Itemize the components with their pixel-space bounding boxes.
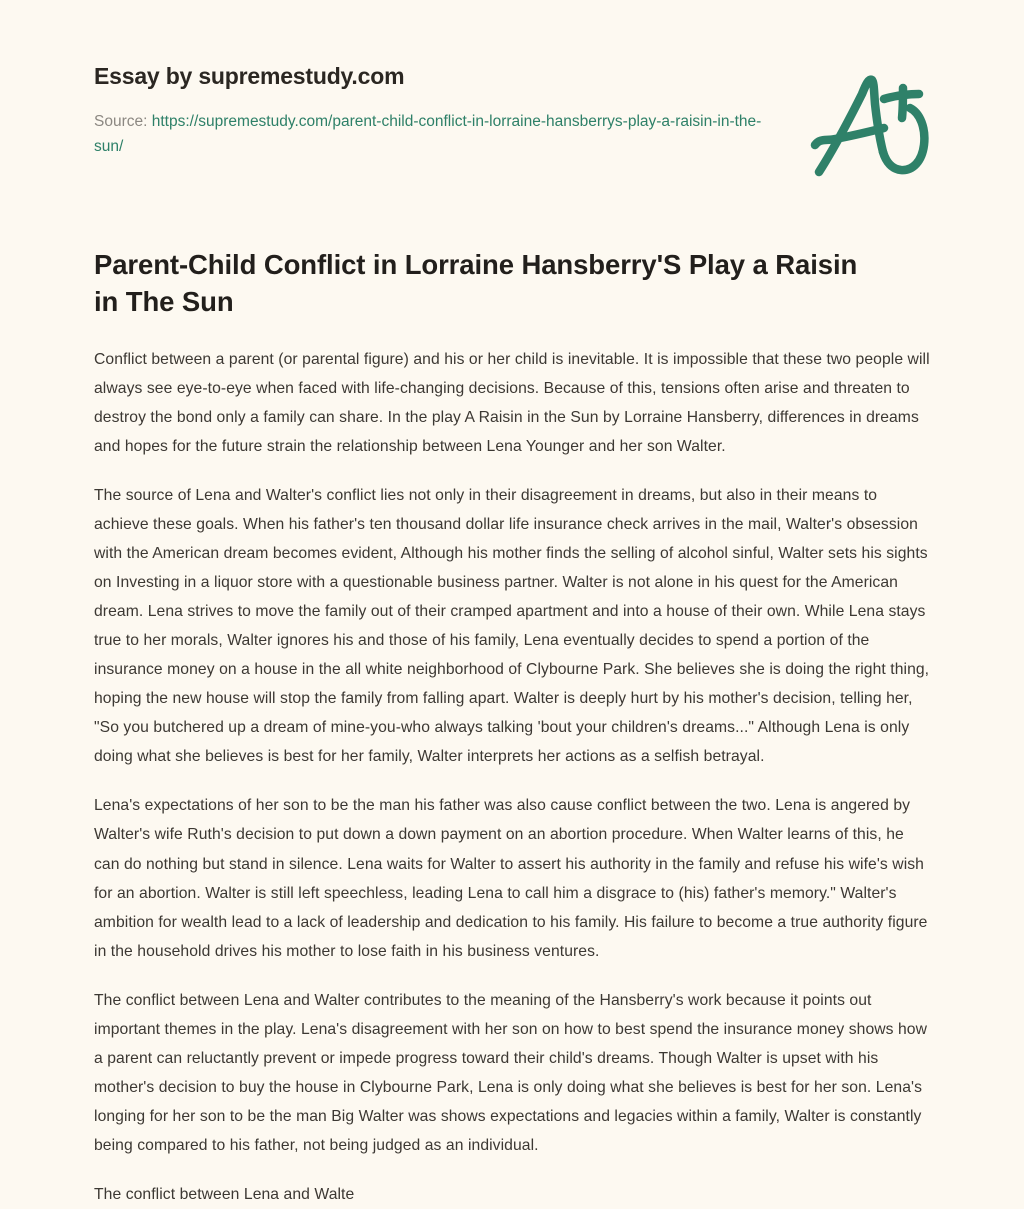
- source-line: [94, 109, 774, 160]
- document-header: [0, 0, 1024, 200]
- article-paragraph-truncated: The conflict between Lena and Walte: [94, 1186, 355, 1203]
- article-paragraph: The conflict between Lena and Walter contributes to the meaning of the Hansberry's work because it points out important themes in the play. Lena's disagreement with her son on how to best spend the insurance money shows how a parent can reluctantly prevent or impede progress toward their child's dreams. Though Walter is upset with his mother's decision to buy the house in Clybourne Park, Lena is only doing what she believes is best for her son. Lena's longing for her son to be the man Big Walter was shows expectations and legacies within a family, Walter is constantly being compared to his father, not being judged as an individual.: [94, 991, 928, 1154]
- article-paragraph: Conflict between a parent (or parental figure) and his or her child is inevitable. It is impossible that these two people will always see eye-to-eye when faced with life-changing decisions. Because of this, tensions often arise and threaten to destroy the bond only a family can share. In the play A Raisin in the Sun by Lorraine Hansberry, differences in dreams and hopes for the future strain the relationship between Lena Younger and her son Walter.: [94, 350, 930, 455]
- a-plus-logo-icon: [806, 66, 936, 184]
- a-plus-logo: [806, 66, 936, 184]
- article-body: [94, 345, 932, 1209]
- article-container: [94, 246, 932, 1209]
- article-paragraph: The source of Lena and Walter's conflict lies not only in their disagreement in dreams, but also in their means to achieve these goals. When his father's ten thousand dollar life insurance check arrives in the mail, Walter's obsession with the American dream becomes evident, Although his mother finds the selling of alcohol sinful, Walter sets his sights on Investing in a liquor store with a questionable business partner. Walter is not alone in his quest for the American dream. Lena strives to move the family out of their cramped apartment and into a house of their own. While Lena stays true to her morals, Walter ignores his and those of his family, Lena eventually decides to spend a portion of the insurance money on a house in the all white neighborhood of Clybourne Park. She believes she is doing the right thing, hoping the new house will stop the family from falling apart. Walter is deeply hurt by his mother's decision, telling her, "So you butchered up a dream of mine-you-who always talking 'bout your children's dreams..." Although Lena is only doing what she believes is best for her family, Walter interprets her actions as a selfish betrayal.: [94, 486, 930, 766]
- header-text-block: [94, 62, 774, 160]
- page-title: Parent-Child Conflict in Lorraine Hansberry'S Play a Raisin in The Sun: [94, 249, 858, 318]
- source-url-link[interactable]: https://supremestudy.com/parent-child-conflict-in-lorraine-hansberrys-play-a-raisin-in-the-sun/: [94, 112, 762, 156]
- article-paragraph: Lena's expectations of her son to be the man his father was also cause conflict between the two. Lena is angered by Walter's wife Ruth's decision to put down a down payment on an abortion procedure. When Walter learns of this, he can do nothing but stand in silence. Lena waits for Walter to assert his authority in the family and refuse his wife's wish for an abortion. Walter is still left speechless, leading Lena to call him a disgrace to (his) father's memory." Walter's ambition for wealth lead to a lack of leadership and dedication to his family. His failure to become a true authority figure in the household drives his mother to lose faith in his business ventures.: [94, 797, 928, 960]
- essay-attribution: Essay by supremestudy.com: [94, 63, 405, 89]
- source-label: Source:: [94, 112, 152, 130]
